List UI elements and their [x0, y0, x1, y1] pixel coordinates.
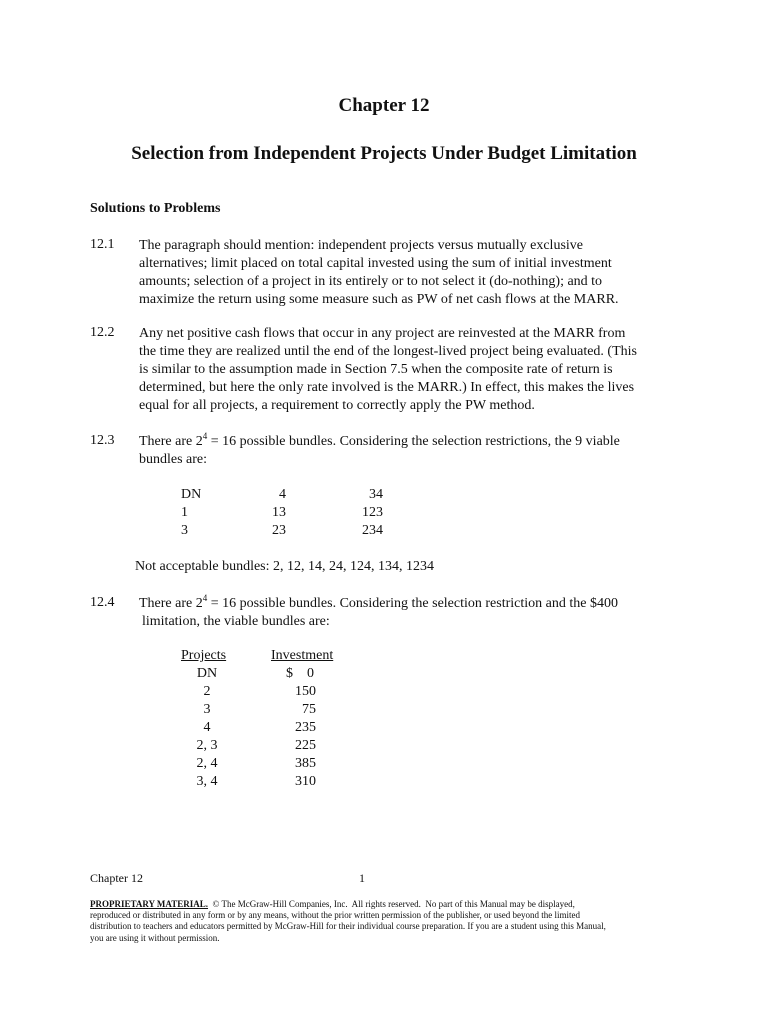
not-acceptable-bundles: Not acceptable bundles: 2, 12, 14, 24, 124, 134, 1234 — [135, 559, 435, 574]
bundle-cell: 23 — [272, 523, 286, 538]
legal-text: © The McGraw-Hill Companies, Inc. All rights reserved. No part of this Manual may be displayed, — [208, 899, 575, 909]
text-line: maximize the return using some measure such as PW of net cash flows at the MARR. — [139, 292, 619, 307]
text-line: Any net positive cash flows that occur in any project are reinvested at the MARR from — [139, 326, 626, 341]
bundle-cell: 34 — [369, 487, 383, 502]
problem-number-12-2: 12.2 — [90, 325, 115, 340]
text-fragment: There are 2 — [139, 434, 203, 449]
table-cell-investment: 150 — [295, 684, 316, 699]
table-header-projects: Projects — [181, 648, 227, 663]
bundle-cell: 123 — [362, 505, 383, 520]
text-line: The paragraph should mention: independent projects versus mutually exclusive — [139, 238, 583, 253]
legal-notice — [90, 899, 680, 944]
table-cell-investment: 75 — [302, 702, 316, 717]
footer-chapter-label: Chapter 12 — [90, 871, 143, 885]
bundle-cell: 4 — [279, 487, 286, 502]
chapter-heading: Chapter 12 — [338, 95, 430, 116]
legal-label: PROPRIETARY MATERIAL. — [90, 899, 209, 909]
table-cell-investment: 235 — [295, 720, 316, 735]
problem-number-12-3: 12.3 — [90, 433, 115, 448]
table-cell-project: DN — [196, 666, 218, 681]
page-number: 1 — [359, 871, 365, 885]
text-line: limitation, the viable bundles are: — [142, 614, 330, 629]
bundle-cell: 3 — [181, 523, 188, 538]
text-fragment: = 16 possible bundles. Considering the selection restrictions, the 9 viable — [207, 434, 620, 449]
problem-text-12-4 — [139, 595, 679, 631]
table-cell-investment: $ 0 — [286, 666, 314, 681]
table-header-investment: Investment — [271, 648, 334, 663]
legal-line — [90, 899, 680, 910]
problem-text-12-2 — [139, 325, 679, 415]
problem-text-12-3 — [139, 433, 679, 469]
problem-number-12-4: 12.4 — [90, 595, 115, 610]
table-cell-investment: 385 — [295, 756, 316, 771]
table-cell-project: 2, 3 — [196, 738, 218, 753]
table-cell-investment: 310 — [295, 774, 316, 789]
table-cell-project: 3 — [203, 702, 211, 717]
table-cell-project: 2 — [203, 684, 211, 699]
problem-text-12-1 — [139, 237, 679, 309]
legal-line: distribution to teachers and educators permitted by McGraw-Hill for their individual course preparation. If you are a student using this Manual, — [90, 921, 606, 932]
text-fragment: There are 2 — [139, 596, 203, 611]
table-cell-investment: 225 — [295, 738, 316, 753]
table-cell-project: 3, 4 — [196, 774, 218, 789]
text-line: bundles are: — [139, 452, 208, 467]
text-line: amounts; selection of a project in its entirely or to not select it (do-nothing); and to — [139, 274, 603, 289]
text-line: equal for all projects, a requirement to correctly apply the PW method. — [139, 398, 535, 413]
text-line: the time they are realized until the end of the longest-lived project being evaluated. (This — [139, 344, 637, 359]
legal-line: you are using it without permission. — [90, 932, 220, 943]
exponent: 4 — [202, 593, 208, 603]
legal-line: reproduced or distributed in any form or by any means, without the prior written permission of the publisher, or used beyond the limited — [90, 910, 581, 921]
text-line: determined, but here the only rate involved is the MARR.) In effect, this makes the lives — [139, 380, 635, 395]
bundle-cell: DN — [181, 487, 202, 502]
text-line — [139, 433, 679, 451]
bundle-cell: 13 — [272, 505, 286, 520]
section-heading: Solutions to Problems — [90, 201, 221, 216]
problem-number-12-1: 12.1 — [90, 237, 115, 252]
text-line — [139, 595, 679, 613]
table-cell-project: 4 — [203, 720, 211, 735]
text-fragment: = 16 possible bundles. Considering the selection restriction and the $400 — [207, 596, 618, 611]
exponent: 4 — [202, 431, 208, 441]
text-line: alternatives; limit placed on total capital invested using the sum of initial investment — [139, 256, 612, 271]
bundle-cell: 1 — [181, 505, 188, 520]
page-title: Selection from Independent Projects Under Budget Limitation — [131, 143, 637, 164]
table-cell-project: 2, 4 — [196, 756, 218, 771]
text-line: is similar to the assumption made in Section 7.5 when the composite rate of return is — [139, 362, 613, 377]
bundle-cell: 234 — [362, 523, 383, 538]
